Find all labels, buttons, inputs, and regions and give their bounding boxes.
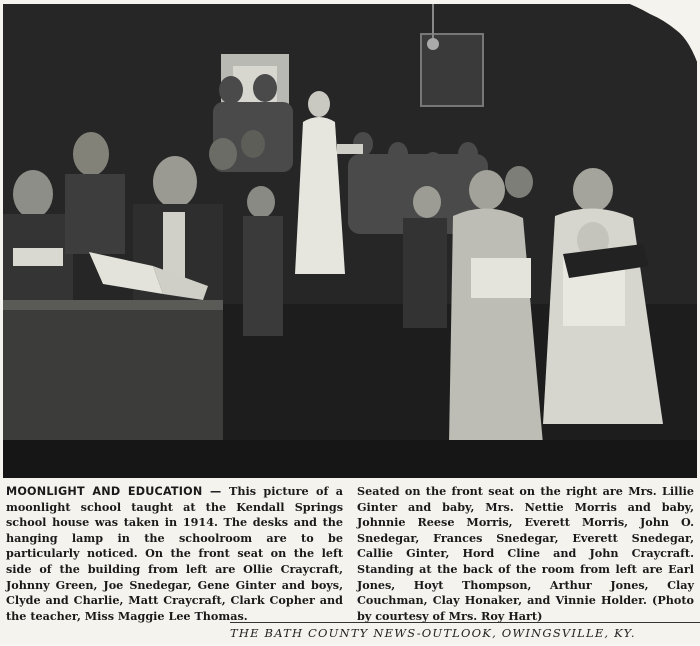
- torn-corner: [580, 0, 700, 70]
- newspaper-masthead: THE BATH COUNTY NEWS-OUTLOOK, OWINGSVILLE, KY.: [230, 622, 700, 646]
- caption-left-column: [6, 484, 343, 623]
- schoolroom-photo: [3, 4, 697, 478]
- caption-right-column: [357, 484, 694, 623]
- caption-right-body: Seated on the front seat on the right are Mrs. Lillie Ginter and baby, Mrs. Nettie Morris and baby, Johnnie Reese Morris, Everett Morris, John O. Snedegar, Frances Snedegar, Everett Snedegar, Callie Ginter, Hord Cline and John Craycraft. Standing at the back of the room from left are Earl Jones, Hoyt Thompson, Arthur Jones, Clay Couchman, Clay Honaker, and Vinnie Holder. (Photo by courtesy of Mrs. Roy Hart): [357, 484, 694, 623]
- photo-caption: [6, 484, 694, 623]
- hanging-lamp: [427, 38, 439, 50]
- caption-headline: MOONLIGHT AND EDUCATION —: [6, 485, 230, 498]
- caption-left-body: This picture of a moonlight school taught at the Kendall Springs school house was taken in 1914. The desks and the hanging lamp in the schoolroom are to be particularly noticed. On the front seat on the left side of the building from left are Ollie Craycraft, Johnny Green, Joe Snedegar, Gene Ginter and boys, Clyde and Charlie, Matt Craycraft, Clark Copher and the teacher, Miss Maggie Lee Thomas.: [6, 484, 343, 623]
- school-desk: [3, 300, 223, 440]
- photo-illustration: [3, 4, 697, 478]
